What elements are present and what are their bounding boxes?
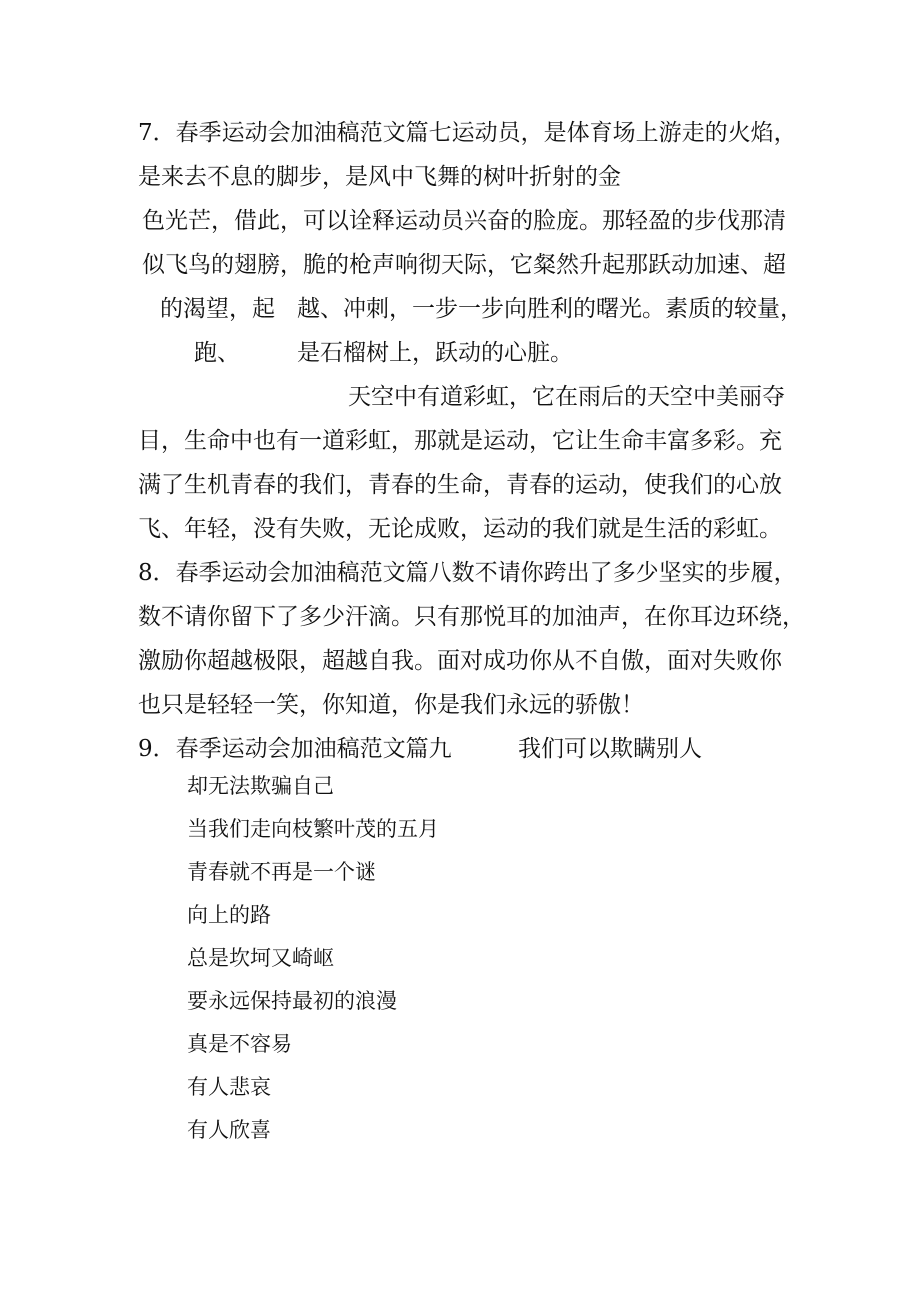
section9-heading: 9．春季运动会加油稿范文篇九 xyxy=(138,736,452,762)
verse-line: 真是不容易 xyxy=(187,1032,292,1056)
verse-line: 却无法欺骗自己 xyxy=(187,774,334,798)
verse-line: 要永远保持最初的浪漫 xyxy=(187,989,397,1013)
verse-line: 向上的路 xyxy=(187,903,271,927)
section8-line1: 8．春季运动会加油稿范文篇八数不请你跨出了多少坚实的步履， xyxy=(138,560,797,586)
section7-line9: 满了生机青春的我们，青春的生命，青春的运动，使我们的心放 xyxy=(138,472,782,498)
section7-line1: 7．春季运动会加油稿范文篇七运动员，是体育场上游走的火焰， xyxy=(138,120,797,146)
section7-line5b: 越、冲刺，一步一步向胜利的曙光。素质的较量， xyxy=(297,296,803,322)
section7-line3: 色光芒，借此，可以诠释运动员兴奋的脸庞。那轻盈的步伐那清 xyxy=(142,208,786,234)
verse-line: 青春就不再是一个谜 xyxy=(187,860,376,884)
verse-line: 有人欣喜 xyxy=(187,1118,271,1142)
section7-line8: 目，生命中也有一道彩虹，那就是运动，它让生命丰富多彩。充 xyxy=(138,428,782,454)
section7-line2: 是来去不息的脚步，是风中飞舞的树叶折射的金 xyxy=(138,164,621,190)
section7-line6a: 跑、 xyxy=(194,340,240,366)
verse-line: 有人悲哀 xyxy=(187,1075,271,1099)
section7-line10: 飞、年轻，没有失败，无论成败，运动的我们就是生活的彩虹。 xyxy=(138,516,782,542)
verse-line: 当我们走向枝繁叶茂的五月 xyxy=(187,817,439,841)
section9-heading-tail: 我们可以欺瞒别人 xyxy=(518,736,702,762)
section7-line7: 天空中有道彩虹，它在雨后的天空中美丽夺 xyxy=(348,384,785,410)
section7-line5a: 的渴望，起 xyxy=(160,296,275,322)
verse-line: 总是坎坷又崎岖 xyxy=(187,946,334,970)
section8-line3: 激励你超越极限，超越自我。面对成功你从不自傲，面对失败你 xyxy=(138,648,782,674)
section8-line4: 也只是轻轻一笑，你知道，你是我们永远的骄傲！ xyxy=(138,692,644,718)
section7-line4: 似飞鸟的翅膀，脆的枪声响彻天际，它粲然升起那跃动加速、超 xyxy=(142,252,786,278)
section8-line2: 数不请你留下了多少汗滴。只有那悦耳的加油声，在你耳边环绕， xyxy=(138,604,805,630)
section7-line6b: 是石榴树上，跃动的心脏。 xyxy=(297,340,573,366)
